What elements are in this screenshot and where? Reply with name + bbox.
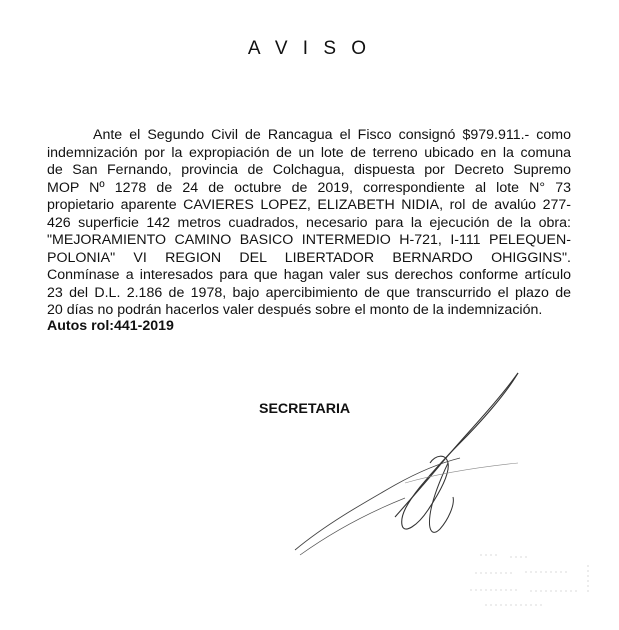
signatory-title: SECRETARIA xyxy=(259,401,351,417)
case-number: Autos rol:441-2019 xyxy=(47,318,174,334)
notice-line: MOP Nº 1278 de 24 de octubre de 2019, correspondiente al lote N° 73 xyxy=(47,179,571,196)
handwritten-signature xyxy=(290,365,540,565)
notice-line: 23 del D.L. 2.186 de 1978, bajo apercibimiento de que transcurrido el plazo de xyxy=(47,284,571,301)
notice-line: POLONIA" VI REGION DEL LIBERTADOR BERNARDO OHIGGINS". xyxy=(47,249,571,266)
notice-line: propietario aparente CAVIERES LOPEZ, ELIZABETH NIDIA, rol de avalúo 277- xyxy=(47,197,571,213)
notice-line: indemnización por la expropiación de un lote de terreno ubicado en la comuna xyxy=(47,144,571,161)
notice-line: 426 superficie 142 metros cuadrados, necesario para la ejecución de la obra: xyxy=(47,214,571,231)
notice-line: "MEJORAMIENTO CAMINO BASICO INTERMEDIO H-721, I-111 PELEQUEN- xyxy=(47,232,571,248)
document-title: A V I S O xyxy=(247,38,372,59)
notice-line: 20 días no podrán hacerlos valer después sobre el monto de la indemnización. xyxy=(47,302,543,318)
faded-stamp-marks xyxy=(460,545,600,615)
notice-line: de San Fernando, provincia de Colchagua, dispuesta por Decreto Supremo xyxy=(47,162,571,178)
notice-line: Ante el Segundo Civil de Rancagua el Fisco consignó $979.911.- como xyxy=(93,127,571,143)
notice-line: Conmínase a interesados para que hagan valer sus derechos conforme artículo xyxy=(47,267,571,283)
notice-body xyxy=(47,127,571,320)
